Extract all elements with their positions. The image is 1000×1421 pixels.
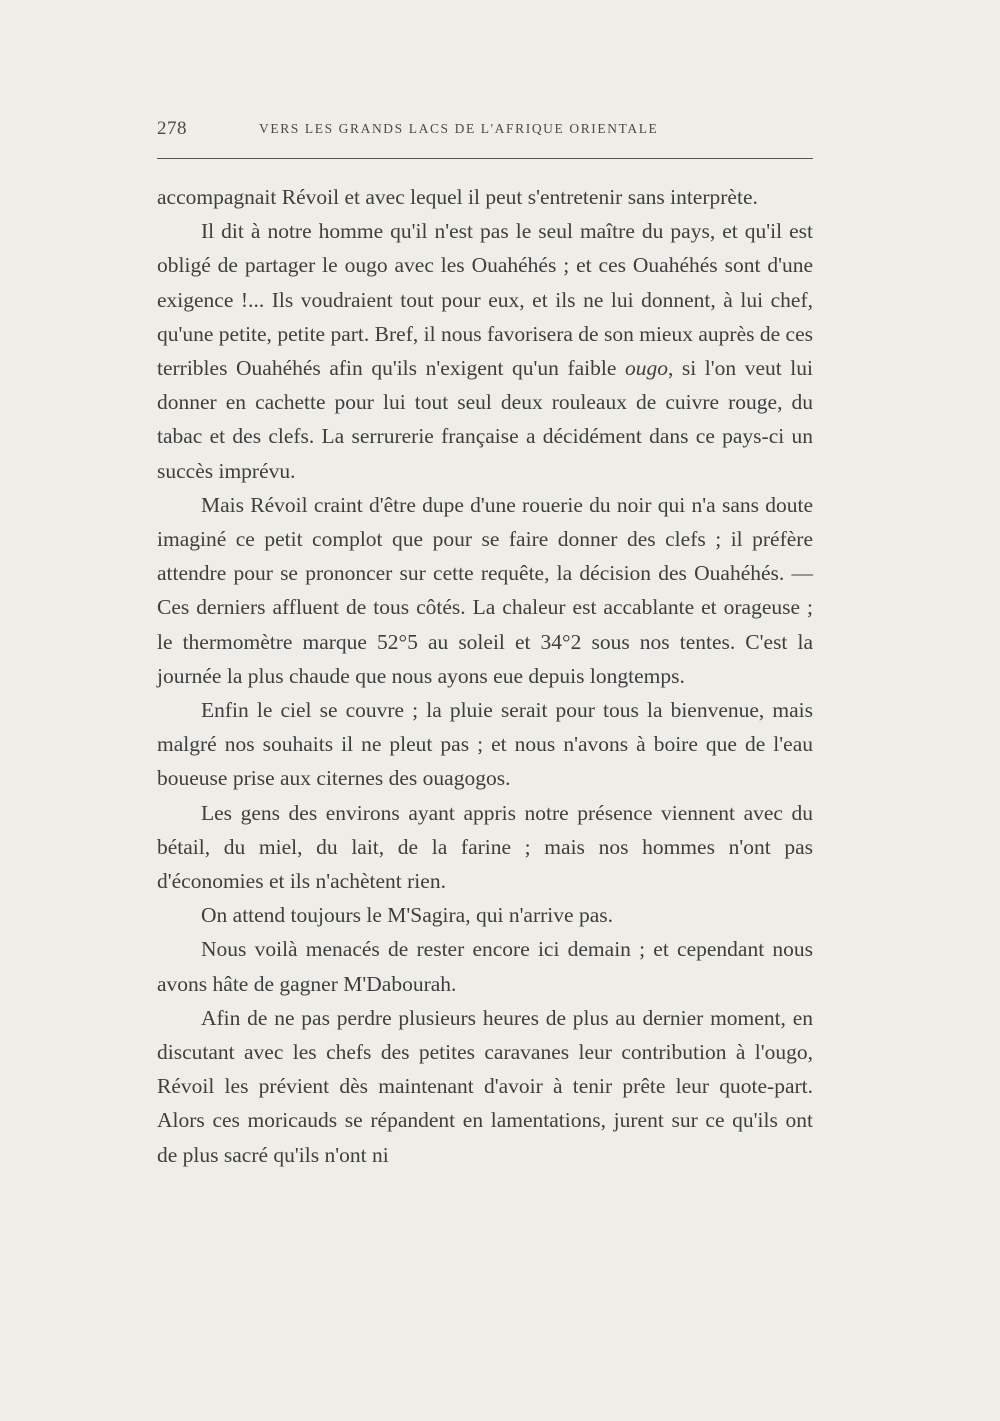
page-number: 278	[157, 118, 187, 139]
italic-word: ougo	[624, 356, 668, 381]
paragraph-text: , si l'on veut lui donner en cachette pour lui tout seul deux rouleaux de cuivre rouge, du tabac et des clefs. La serrurerie française a décidément dans ce pays-ci un succès imprévu.	[157, 356, 813, 483]
paragraph: Nous voilà menacés de rester encore ici demain ; et cependant nous avons hâte de gagner M'Dabourah.	[157, 937, 813, 996]
paragraph: Les gens des environs ayant appris notre présence viennent avec du bétail, du miel, du lait, de la farine ; mais nos hommes n'ont pas d'économies et ils n'achètent rien.	[157, 800, 813, 894]
running-title: VERS LES GRANDS LACS DE L'AFRIQUE ORIENTALE	[259, 121, 659, 136]
paragraph: Enfin le ciel se couvre ; la pluie serait pour tous la bienvenue, mais malgré nos souhaits il ne pleut pas ; et nous n'avons à boire que de l'eau boueuse prise aux citernes des ouagogos.	[157, 698, 813, 791]
paragraph: Mais Révoil craint d'être dupe d'une rouerie du noir qui n'a sans doute imaginé ce petit complot que pour se faire donner des clefs ; il préfère attendre pour se prononcer sur cette requête, la décision des Ouahéhés. — Ces derniers affluent de tous côtés. La chaleur est accablante et orageuse ; le thermomètre marque 52°5 au soleil et 34°2 sous nos tentes. C'est la journée la plus chaude que nous ayons eue depuis longtemps.	[157, 492, 813, 688]
paragraph-text: Il dit à notre homme qu'il n'est pas le seul maître du pays, et qu'il est obligé de partager le ougo avec les Ouahéhés ; et ces Ouahéhés sont d'une exigence !... Ils voudraient tout pour eux, et ils ne lui donnent, à lui chef, qu'une petite, petite part. Bref, il nous favorisera de son mieux auprès de ces terribles Ouahéhés afin qu'ils n'exigent qu'un faible	[157, 219, 813, 381]
page-header	[157, 118, 812, 142]
paragraph: On attend toujours le M'Sagira, qui n'arrive pas.	[201, 903, 613, 928]
paragraph: accompagnait Révoil et avec lequel il peut s'entretenir sans interprète.	[157, 185, 758, 209]
paragraph	[157, 214, 813, 488]
header-rule	[157, 158, 813, 159]
body-text	[157, 180, 813, 1172]
paragraph: Afin de ne pas perdre plusieurs heures de plus au dernier moment, en discutant avec les chefs des petites caravanes leur contribution à l'ougo, Révoil les prévient dès maintenant d'avoir à tenir prête leur quote-part. Alors ces moricauds se répandent en lamentations, jurent sur ce qu'ils ont de plus sacré qu'ils n'ont ni	[157, 1005, 813, 1167]
